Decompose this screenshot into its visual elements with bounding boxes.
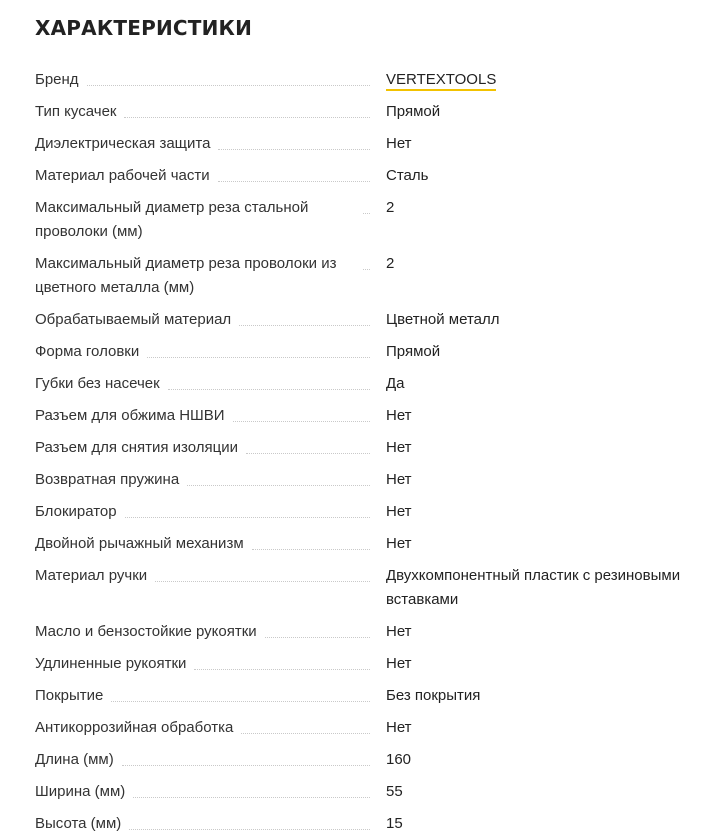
spec-label: Ширина (мм) [35, 780, 133, 804]
dotted-leader [147, 340, 370, 358]
spec-value: Да [386, 375, 405, 392]
spec-value: Нет [386, 471, 412, 488]
spec-row [35, 812, 713, 836]
dotted-leader [168, 372, 370, 390]
spec-row [35, 404, 713, 428]
dotted-leader [124, 100, 370, 118]
dotted-leader [129, 812, 370, 830]
spec-label: Антикоррозийная обработка [35, 716, 241, 740]
dotted-leader [218, 164, 370, 182]
spec-label: Масло и бензостойкие рукоятки [35, 620, 265, 644]
spec-value: Прямой [386, 343, 441, 360]
spec-value: Прямой [386, 103, 441, 120]
spec-label: Длина (мм) [35, 748, 122, 772]
spec-value: 55 [386, 783, 403, 800]
spec-label: Обрабатываемый материал [35, 308, 239, 332]
spec-label: Возвратная пружина [35, 468, 187, 492]
dotted-leader [239, 308, 370, 326]
spec-value: 160 [386, 751, 412, 768]
dotted-leader [218, 132, 370, 150]
spec-row [35, 532, 713, 556]
spec-label: Максимальный диаметр реза проволоки из цветного металла (мм) [35, 252, 363, 300]
spec-label: Разъем для обжима НШВИ [35, 404, 233, 428]
dotted-leader [87, 68, 370, 86]
spec-row [35, 372, 713, 396]
spec-label: Материал рабочей части [35, 164, 218, 188]
spec-row [35, 164, 713, 188]
specs-list [35, 68, 713, 836]
spec-label: Форма головки [35, 340, 147, 364]
spec-row [35, 100, 713, 124]
spec-value: Нет [386, 719, 412, 736]
spec-label: Тип кусачек [35, 100, 124, 124]
spec-label: Диэлектрическая защита [35, 132, 218, 156]
dotted-leader [187, 468, 370, 486]
dotted-leader [363, 196, 370, 214]
dotted-leader [111, 684, 370, 702]
spec-value: Нет [386, 535, 412, 552]
spec-label: Покрытие [35, 684, 111, 708]
spec-label: Удлиненные рукоятки [35, 652, 194, 676]
dotted-leader [125, 500, 370, 518]
dotted-leader [363, 252, 370, 270]
spec-row [35, 684, 713, 708]
spec-value: 2 [386, 255, 395, 272]
spec-row [35, 620, 713, 644]
spec-value: Двухкомпонентный пластик с резиновыми вставками [386, 567, 681, 608]
spec-row [35, 196, 713, 244]
spec-row [35, 564, 713, 612]
spec-label: Высота (мм) [35, 812, 129, 836]
spec-row-brand [35, 68, 713, 92]
spec-label: Блокиратор [35, 500, 125, 524]
spec-label: Максимальный диаметр реза стальной проволоки (мм) [35, 196, 363, 244]
spec-value: Цветной металл [386, 311, 500, 328]
spec-row [35, 308, 713, 332]
spec-label: Двойной рычажный механизм [35, 532, 252, 556]
spec-value: Сталь [386, 167, 429, 184]
spec-label: Материал ручки [35, 564, 155, 588]
dotted-leader [133, 780, 370, 798]
dotted-leader [252, 532, 370, 550]
spec-row [35, 652, 713, 676]
spec-row [35, 716, 713, 740]
spec-value: 15 [386, 815, 403, 832]
spec-row [35, 340, 713, 364]
spec-row [35, 780, 713, 804]
brand-link[interactable]: VERTEXTOOLS [386, 71, 496, 91]
spec-label: Разъем для снятия изоляции [35, 436, 246, 460]
spec-value: Нет [386, 655, 412, 672]
spec-row [35, 748, 713, 772]
dotted-leader [122, 748, 370, 766]
spec-row [35, 500, 713, 524]
spec-value: Без покрытия [386, 687, 481, 704]
spec-value: 2 [386, 199, 395, 216]
spec-value: Нет [386, 135, 412, 152]
spec-row [35, 252, 713, 300]
spec-value: Нет [386, 407, 412, 424]
spec-value: Нет [386, 623, 412, 640]
dotted-leader [241, 716, 370, 734]
dotted-leader [233, 404, 370, 422]
dotted-leader [265, 620, 370, 638]
spec-value: Нет [386, 439, 412, 456]
spec-label: Бренд [35, 68, 87, 92]
spec-row [35, 468, 713, 492]
dotted-leader [246, 436, 370, 454]
section-title: ХАРАКТЕРИСТИКИ [35, 16, 253, 40]
dotted-leader [194, 652, 370, 670]
spec-row [35, 132, 713, 156]
spec-row [35, 436, 713, 460]
spec-label: Губки без насечек [35, 372, 168, 396]
dotted-leader [155, 564, 370, 582]
spec-value: Нет [386, 503, 412, 520]
